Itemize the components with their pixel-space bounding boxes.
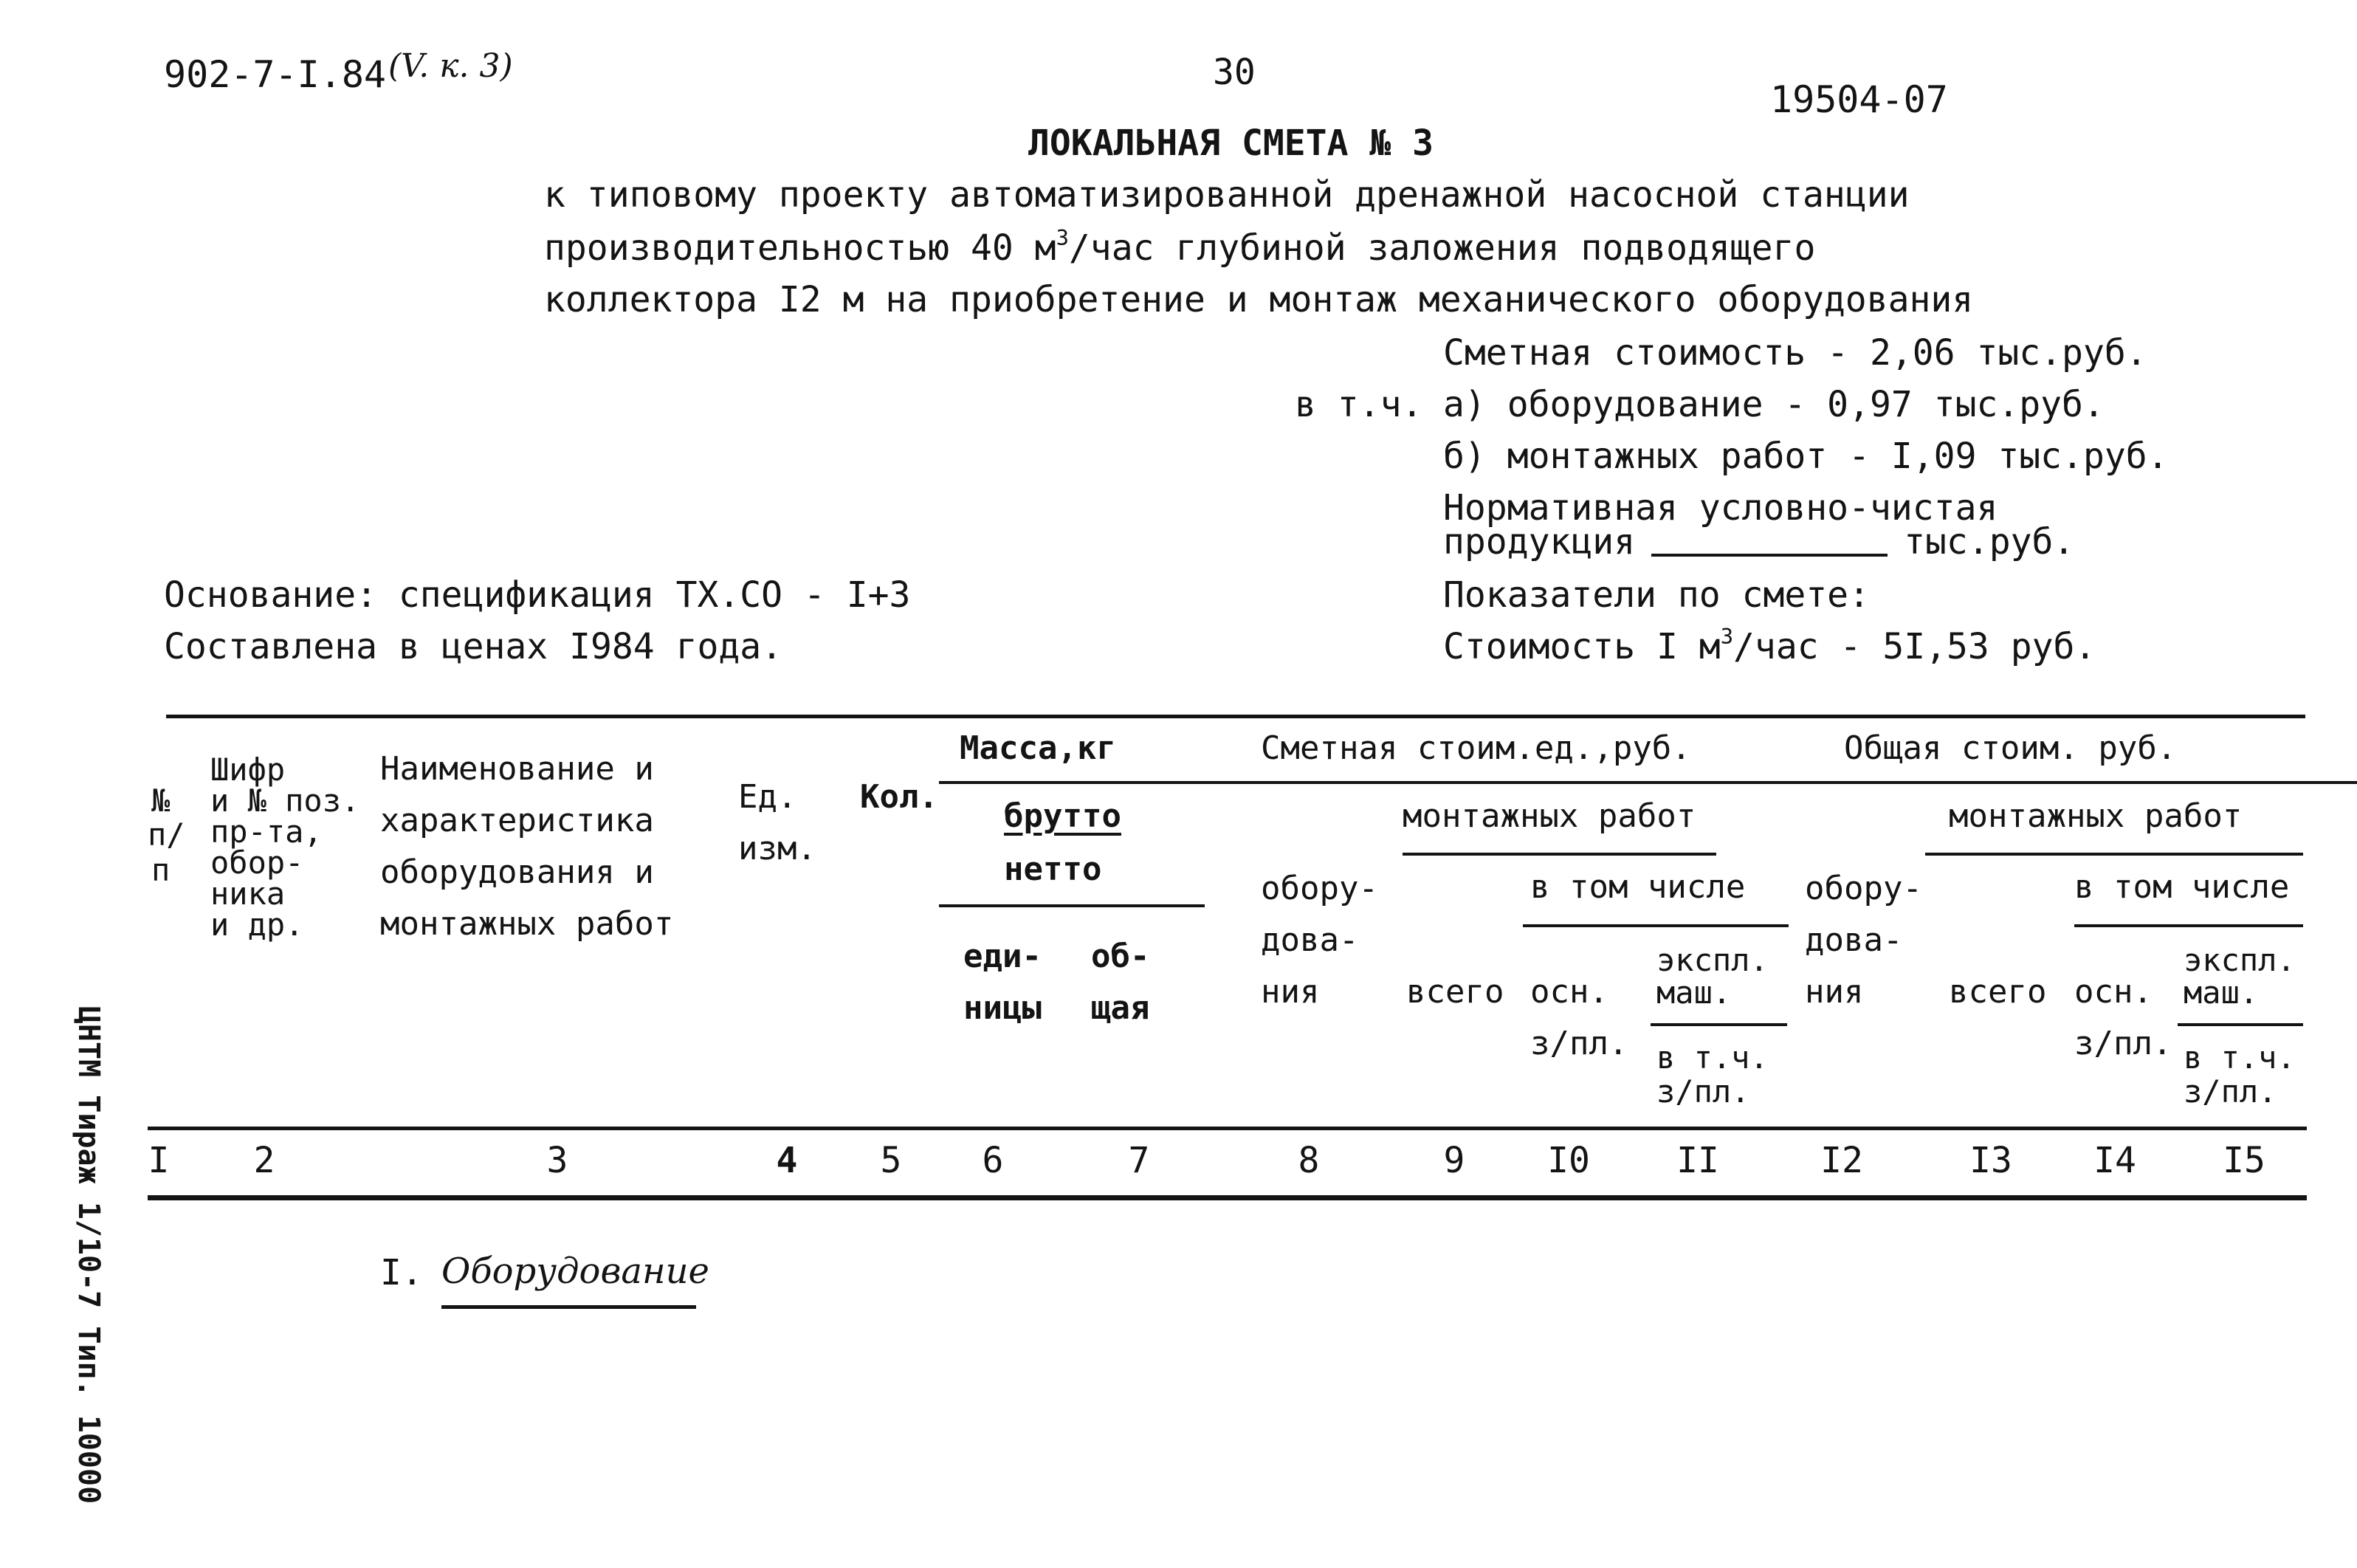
total-install-rule: [1925, 853, 2303, 856]
col1-label-line-2: п/: [148, 816, 185, 853]
col2-label-line-5: ника: [210, 876, 286, 912]
col5-label: Кол.: [860, 778, 938, 816]
mass-unit-line-1: еди-: [963, 938, 1042, 975]
unit-install-rule: [1403, 853, 1716, 856]
section-title: Оборудование: [441, 1251, 709, 1292]
col2-label-line-2: и № поз.: [210, 783, 360, 819]
column-number: 4: [776, 1140, 798, 1181]
equipment-cost: а) оборудование - 0,97 тыс.руб.: [1443, 384, 2105, 425]
col3-label-line-4: монтажных работ: [380, 905, 674, 943]
unit-machine-wage-line-2: з/пл.: [1656, 1073, 1750, 1110]
side-stamp: ЦНТМ Тираж 1/10-7 Тип. 10000: [72, 1005, 106, 1505]
subtitle-line-2: производительностью 40 $м^3$/час глубиной заложения подводящего: [544, 224, 1816, 269]
column-number: II: [1676, 1140, 1719, 1181]
inventory-number: 19504-07: [1770, 78, 1948, 121]
total-machine-wage-line-2: з/пл.: [2184, 1073, 2277, 1110]
installation-cost: б) монтажных работ - I,09 тыс.руб.: [1443, 436, 2169, 477]
unit-install-works-label: монтажных работ: [1403, 797, 1696, 835]
unit-incl-label: в том числе: [1530, 868, 1746, 906]
mass-brutto-label: брутто: [1004, 797, 1121, 835]
page-number: 30: [1213, 52, 1256, 93]
column-number: 7: [1128, 1140, 1150, 1181]
total-install-works-label: монтажных работ: [1949, 797, 2243, 835]
indicators-label: Показатели по смете:: [1443, 574, 1870, 616]
column-number: 8: [1298, 1140, 1320, 1181]
table-top-rule: [166, 715, 2305, 718]
group-rule: [939, 781, 2357, 784]
unit-equip-line-3: ния: [1261, 973, 1320, 1011]
col2-label-line-4: обор-: [210, 845, 304, 881]
column-number: I: [148, 1140, 170, 1181]
header-bottom-rule: [148, 1127, 2307, 1130]
col1-label-line-3: п: [151, 852, 171, 888]
mass-group-label: Масса,кг: [960, 729, 1116, 767]
total-incl-rule: [2074, 924, 2303, 927]
total-equip-line-2: дова-: [1805, 921, 1903, 959]
col2-label-line-1: Шифр: [210, 752, 286, 788]
unit-total-label: всего: [1406, 973, 1504, 1011]
unit-incl-rule: [1523, 924, 1789, 927]
mass-total-line-1: об-: [1091, 938, 1150, 975]
total-machine-wage-line-1: в т.ч.: [2184, 1039, 2296, 1076]
document-code: 902-7-I.84: [164, 53, 387, 96]
unit-machine-wage-line-1: в т.ч.: [1656, 1039, 1769, 1076]
mass-unit-line-2: ницы: [963, 989, 1042, 1027]
column-number: I4: [2093, 1140, 2136, 1181]
mass-netto-label: нетто: [1004, 850, 1102, 888]
unit-cost-group-label: Сметная стоим.ед.,руб.: [1261, 729, 1691, 767]
unit-machine-rule: [1651, 1023, 1787, 1026]
column-number: I2: [1820, 1140, 1863, 1181]
total-machine-line-1: экспл.: [2184, 942, 2296, 978]
unit-base-wage-line-1: осн.: [1530, 973, 1608, 1011]
column-number: I5: [2223, 1140, 2265, 1181]
handwritten-note: (V. к. 3): [388, 47, 513, 85]
normative-label-line-1: Нормативная условно-чистая: [1443, 487, 1998, 529]
estimated-cost: Сметная стоимость - 2,06 тыс.руб.: [1443, 332, 2147, 374]
total-equip-line-1: обору-: [1805, 870, 1922, 907]
total-total-label: всего: [1949, 973, 2047, 1011]
col4-label-line-2: изм.: [738, 830, 816, 867]
unit-equip-line-1: обору-: [1261, 870, 1378, 907]
column-number: 9: [1443, 1140, 1465, 1181]
mass-rule: [939, 904, 1205, 907]
column-number: 5: [880, 1140, 902, 1181]
basis-price-year: Составлена в ценах I984 года.: [164, 626, 783, 667]
col3-label-line-1: Наименование и: [380, 750, 654, 788]
normative-label-line-2: продукция тыс.руб.: [1443, 521, 2075, 563]
unit-base-wage-line-2: з/пл.: [1530, 1025, 1628, 1062]
numbers-bottom-rule: [148, 1195, 2307, 1200]
col1-label-line-1: №: [151, 783, 171, 819]
section-title-underline: [441, 1305, 696, 1309]
total-base-wage-line-2: з/пл.: [2074, 1025, 2172, 1062]
total-machine-rule: [2178, 1023, 2303, 1026]
incl-prefix: в т.ч.: [1295, 384, 1423, 425]
col2-label-line-6: и др.: [210, 907, 304, 943]
column-number: I3: [1969, 1140, 2012, 1181]
subtitle-line-1: к типовому проекту автоматизированной дренажной насосной станции: [544, 174, 1910, 216]
col4-label-line-1: Ед.: [738, 778, 797, 816]
total-equip-line-3: ния: [1805, 973, 1864, 1011]
unit-machine-line-2: маш.: [1656, 974, 1732, 1011]
total-base-wage-line-1: осн.: [2074, 973, 2153, 1011]
basis-specification: Основание: спецификация ТХ.СО - I+3: [164, 574, 911, 616]
total-incl-label: в том числе: [2074, 868, 2290, 906]
mass-total-line-2: щая: [1091, 989, 1150, 1027]
column-number: 6: [982, 1140, 1004, 1181]
unit-machine-line-1: экспл.: [1656, 942, 1769, 978]
col3-label-line-2: характеристика: [380, 802, 654, 839]
unit-equip-line-2: дова-: [1261, 921, 1359, 959]
column-number: 2: [253, 1140, 275, 1181]
total-machine-line-2: маш.: [2184, 974, 2259, 1011]
unit-capacity-cost: Стоимость I $м^3$/час - 5I,53 руб.: [1443, 623, 2096, 667]
column-number: 3: [546, 1140, 568, 1181]
subtitle-line-3: коллектора I2 м на приобретение и монтаж механического оборудования: [544, 279, 1974, 320]
section-number: I.: [380, 1252, 423, 1293]
col3-label-line-3: оборудования и: [380, 853, 654, 891]
total-cost-group-label: Общая стоим. руб.: [1844, 729, 2177, 767]
column-number: I0: [1547, 1140, 1590, 1181]
document-title: ЛОКАЛЬНАЯ СМЕТА № 3: [1028, 123, 1434, 164]
col2-label-line-3: пр-та,: [210, 814, 323, 850]
